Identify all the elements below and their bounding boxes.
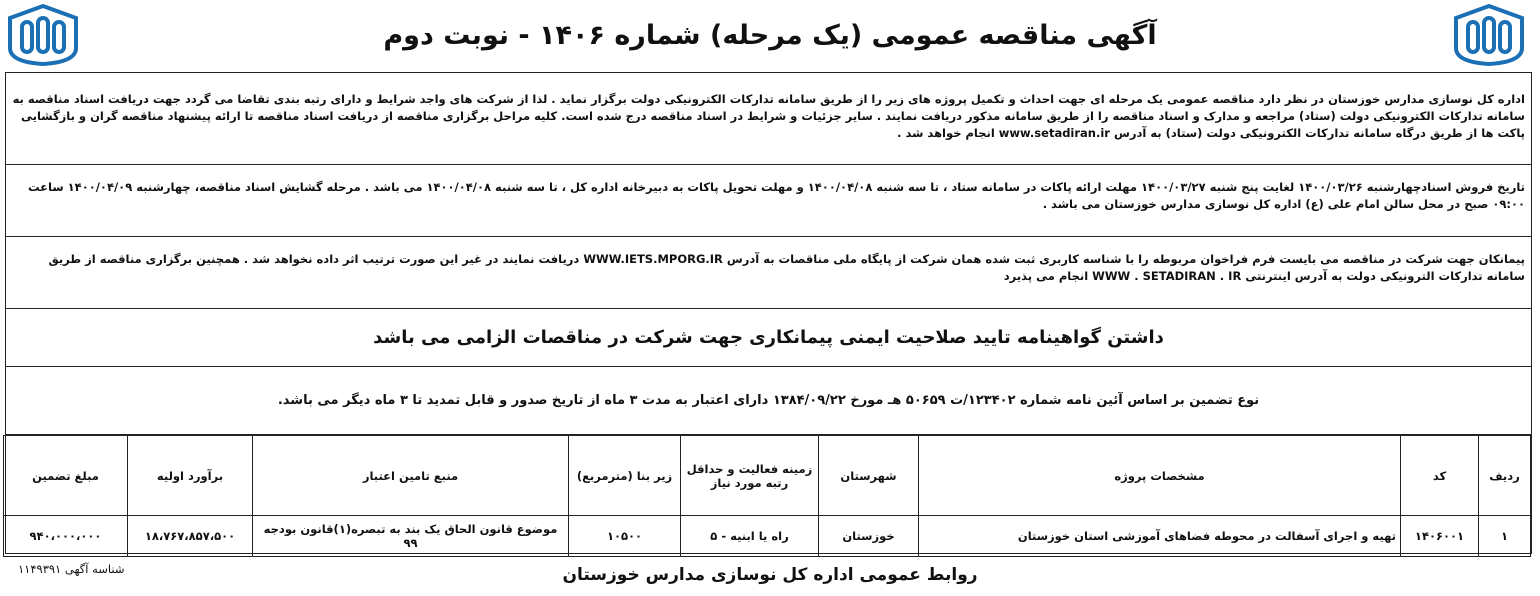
cell-activity-rank: راه یا ابنیه - ۵	[681, 516, 819, 557]
paragraph-registration: پیمانکان جهت شرکت در مناقصه می بایست فرم فراخوان مربوطه را با شناسه کاربری ثبت شده همان شرکت از پایگاه ملی مناقصات به آدرس WWW.IETS.MPORG.IR دریافت نمایند در غیر این صورت ترتیب اثر داده نخواهد شد . همچنین برگزاری مناقصه از طریق سامانه تدارکات الترونیکی دولت به آدرس اینترنتی WWW . SETADIRAN . IR انجام می پذیرد	[6, 237, 1531, 309]
header-activity-rank: زمینه فعالیت و حداقل رتبه مورد نیاز	[681, 436, 819, 516]
table-header-row	[4, 436, 1531, 516]
cell-area: ۱۰۵۰۰	[569, 516, 681, 557]
cell-initial-estimate: ۱۸،۷۶۷،۸۵۷،۵۰۰	[128, 516, 253, 557]
cell-project-spec: تهیه و اجرای آسفالت در محوطه فضاهای آموزشی استان خوزستان	[919, 516, 1401, 557]
cell-city: خوزستان	[819, 516, 919, 557]
guarantee-type-notice: نوع تضمین بر اساس آئین نامه شماره ۱۲۳۴۰۲/ت ۵۰۶۵۹ هـ مورخ ۱۳۸۴/۰۹/۲۲ دارای اعتبار به مدت ۳ ماه از تاریخ صدور و قابل تمدید تا ۳ ماه دیگر می باشد.	[6, 367, 1531, 435]
notice-title: آگهی مناقصه عمومی (یک مرحله) شماره ۱۴۰۶ - نوبت دوم	[383, 19, 1157, 51]
paragraph-general-info: اداره کل نوسازی مدارس خوزستان در نظر دارد مناقصه عمومی یک مرحله ای جهت احداث و تکمیل پروژه های زیر را از طریق سامانه تدارکات الکترونیکی دولت برگزار نماید . لذا از شرکت های واجد شرایط و دارای رتبه بندی تقاضا می گردد جهت دریافت اسناد مناقصه به سامانه تدارکات الکترونیکی دولت (ستاد) مراجعه و مدارک و اسناد مناقصه را از طریق سامانه مذکور دریافت نمایند . سایر جزئیات و شرایط در اسناد مناقصه درج شده است. کلیه مراحل برگزاری مناقصه از دریافت اسناد مناقصه تا ارائه پیشنهاد مناقصه گران و بازگشایی پاکت ها از طریق درگاه سامانه تدارکات الکترونیکی دولت (ستاد) به آدرس www.setadiran.ir انجام خواهد شد .	[6, 73, 1531, 165]
footer-public-relations: روابط عمومی اداره کل نوسازی مدارس خوزستان	[562, 565, 978, 585]
header-initial-estimate: برآورد اولیه	[128, 436, 253, 516]
header-row-number: ردیف	[1479, 436, 1531, 516]
header-area: زیر بنا (مترمربع)	[569, 436, 681, 516]
table-row	[4, 516, 1531, 557]
cell-guarantee-amount: ۹۴۰،۰۰۰،۰۰۰	[4, 516, 128, 557]
cell-row-number: ۱	[1479, 516, 1531, 557]
header-city: شهرستان	[819, 436, 919, 516]
header-funding-source: منبع تامین اعتبار	[253, 436, 569, 516]
paragraph-dates: تاریخ فروش اسنادچهارشنبه ۱۴۰۰/۰۳/۲۶ لغایت پنج شنبه ۱۴۰۰/۰۳/۲۷ مهلت ارائه پاکات در سامانه ستاد ، تا سه شنبه ۱۴۰۰/۰۴/۰۸ و مهلت تحویل پاکات به دبیرخانه اداره کل ، تا سه شنبه ۱۴۰۰/۰۴/۰۸ می باشد . مرحله گشایش اسناد مناقصه، چهارشنبه ۱۴۰۰/۰۴/۰۹ ساعت ۰۹:۰۰ صبح در محل سالن امام علی (ع) اداره کل نوسازی مدارس خوزستان می باشد .	[6, 165, 1531, 237]
header-code: کد	[1401, 436, 1479, 516]
safety-certificate-notice: داشتن گواهینامه تایید صلاحیت ایمنی پیمانکاری جهت شرکت در مناقصات الزامی می باشد	[6, 309, 1531, 367]
header-project-spec: مشخصات پروژه	[919, 436, 1401, 516]
notice-body-frame	[5, 72, 1532, 554]
cell-funding-source: موضوع قانون الحاق یک بند به تبصره(۱)قانون بودجه ۹۹	[253, 516, 569, 557]
organization-logo-icon	[1452, 4, 1526, 66]
organization-logo-icon	[6, 4, 80, 66]
header-guarantee-amount: مبلغ تضمین	[4, 436, 128, 516]
ad-id-label: شناسه آگهی ۱۱۴۹۳۹۱	[18, 562, 125, 576]
notice-header	[0, 0, 1540, 70]
cell-code: ۱۴۰۶۰۰۱	[1401, 516, 1479, 557]
project-table	[6, 435, 1531, 553]
